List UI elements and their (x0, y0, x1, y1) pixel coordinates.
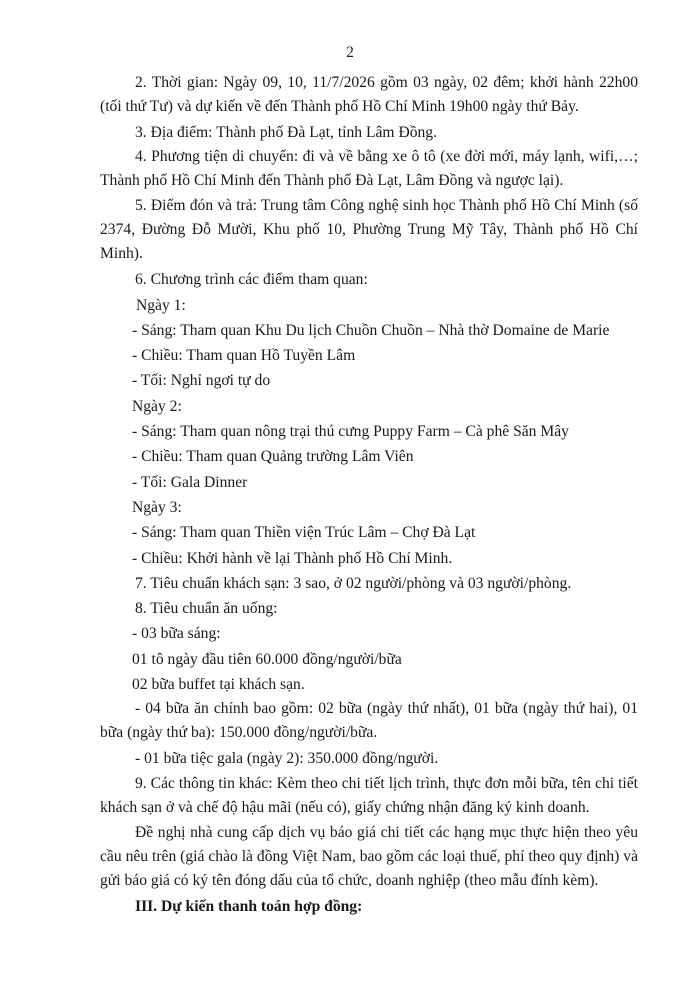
hotel-paragraph: 7. Tiêu chuẩn khách sạn: 3 sao, ở 02 người/phòng và 03 người/phòng. (135, 574, 572, 592)
day2-title: Ngày 2: (132, 397, 182, 415)
place-paragraph: 3. Địa điểm: Thành phố Đà Lạt, tỉnh Lâm Đồng. (135, 124, 437, 141)
day2-evening: - Tối: Gala Dinner (132, 473, 248, 491)
gala-paragraph: - 01 bữa tiệc gala (ngày 2): 350.000 đồng/người. (135, 750, 439, 768)
transport-paragraph: 4. Phương tiện di chuyển: đi và về bằng xe ô tô (xe đời mới, máy lạnh, wifi,…; Thành phố Hồ Chí Minh đến Thành phố Đà Lạt, Lâm Đồng và ngược lại). (100, 148, 638, 190)
page-number: 2 (346, 44, 354, 61)
other-info-paragraph: 9. Các thông tin khác: Kèm theo chi tiết lịch trình, thực đơn mỗi bữa, tên chi tiết khách sạn ở và chế độ hậu mãi (nếu có), giấy chứng nhận đăng ký kinh doanh. (100, 774, 638, 816)
breakfast-detail-2: 02 bữa buffet tại khách sạn. (132, 676, 305, 694)
request-paragraph: Đề nghị nhà cung cấp dịch vụ báo giá chi tiết các hạng mục thực hiện theo yêu cầu nêu trên (giá chào là đồng Việt Nam, bao gồm các loại thuế, phí theo quy định) và gửi báo giá có ký tên đóng dấu của tổ chức, doanh nghiệp (theo mẫu đính kèm). (100, 823, 638, 889)
meals-title: 8. Tiêu chuẩn ăn uống: (135, 600, 278, 618)
document-body (100, 71, 638, 919)
day1-afternoon: - Chiều: Tham quan Hồ Tuyền Lâm (132, 347, 356, 365)
pickup-paragraph: 5. Điểm đón và trả: Trung tâm Công nghệ sinh học Thành phố Hồ Chí Minh (số 2374, Đường Đỗ Mười, Khu phố 10, Phường Trung Mỹ Tây, Thành phố Hồ Chí Minh). (100, 197, 638, 263)
breakfast-item: - 03 bữa sáng: (132, 625, 221, 643)
day2-afternoon: - Chiều: Tham quan Quảng trường Lâm Viên (132, 448, 414, 466)
day1-title: Ngày 1: (136, 296, 186, 314)
day3-title: Ngày 3: (132, 498, 182, 516)
day1-morning: - Sáng: Tham quan Khu Du lịch Chuồn Chuồn – Nhà thờ Domaine de Marie (132, 321, 610, 339)
day3-morning: - Sáng: Tham quan Thiền viện Trúc Lâm – Chợ Đà Lạt (132, 524, 476, 542)
day1-evening: - Tối: Nghỉ ngơi tự do (132, 372, 271, 390)
program-title: 6. Chương trình các điểm tham quan: (135, 271, 368, 289)
day2-morning: - Sáng: Tham quan nông trại thú cưng Puppy Farm – Cà phê Săn Mây (132, 423, 569, 441)
section-heading: III. Dự kiến thanh toán hợp đồng: (135, 897, 363, 915)
breakfast-detail-1: 01 tô ngày đầu tiên 60.000 đồng/người/bữa (132, 650, 402, 668)
day3-afternoon: - Chiều: Khởi hành về lại Thành phố Hồ Chí Minh. (132, 549, 453, 567)
main-meals-paragraph: - 04 bữa ăn chính bao gồm: 02 bữa (ngày thứ nhất), 01 bữa (ngày thứ hai), 01 bữa (ngày thứ ba): 150.000 đồng/người/bữa. (100, 700, 638, 742)
time-paragraph: 2. Thời gian: Ngày 09, 10, 11/7/2026 gồm 03 ngày, 02 đêm; khởi hành 22h00 (tối thứ Tư) và dự kiến về đến Thành phố Hồ Chí Minh 19h00 ngày thứ Bảy. (100, 74, 638, 115)
